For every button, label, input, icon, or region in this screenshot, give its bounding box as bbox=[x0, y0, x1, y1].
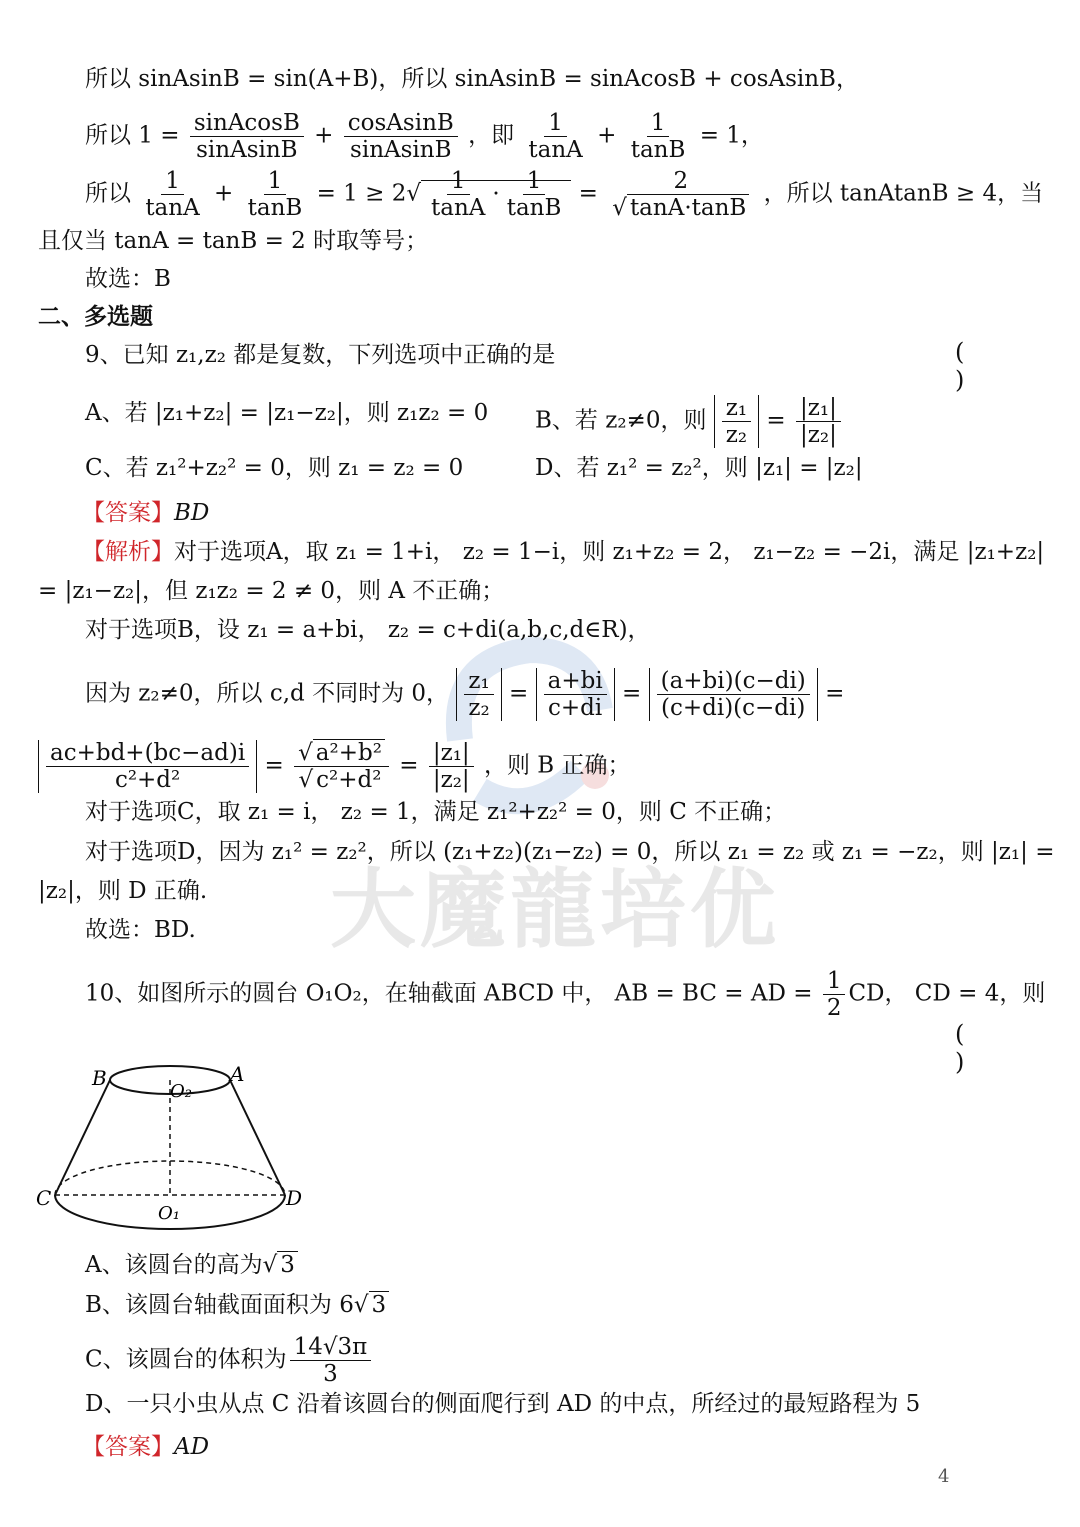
fraction bbox=[141, 168, 203, 221]
denominator: tanA bbox=[528, 137, 583, 163]
sol8-line4: 且仅当 tanA = tanB = 2 时取等号； bbox=[38, 228, 429, 254]
numerator: 1 bbox=[523, 168, 546, 195]
q9-analysis-5-end: ，则 B 正确； bbox=[483, 752, 631, 779]
numerator: 1 bbox=[823, 968, 846, 995]
denominator: sinAsinB bbox=[196, 137, 298, 163]
denominator: z₂ bbox=[468, 695, 490, 721]
fraction bbox=[290, 1334, 372, 1387]
numerator: (a+bi)(c−di) bbox=[657, 668, 810, 695]
label-o1: O₁ bbox=[158, 1203, 180, 1224]
q10-option-a: A、该圆台的高为√ 3 bbox=[85, 1250, 298, 1280]
sol8-line3-pre: 所以 bbox=[85, 180, 131, 207]
abs-value bbox=[456, 668, 501, 721]
q10-option-b-pre: B、该圆台轴截面面积为 6 bbox=[85, 1292, 354, 1318]
numerator: 1 bbox=[544, 110, 567, 137]
edge-ad bbox=[230, 1080, 285, 1195]
denominator: √ tanA·tanB bbox=[608, 195, 753, 221]
fraction bbox=[608, 168, 753, 221]
q9-option-d: D、若 z₁² = z₂²，则 |z₁| = |z₂| bbox=[535, 455, 863, 481]
numerator: ac+bd+(bc−ad)i bbox=[46, 740, 249, 767]
abs-value bbox=[649, 668, 818, 721]
fraction bbox=[190, 110, 304, 163]
denominator: tanA bbox=[145, 195, 200, 221]
numerator: 1 bbox=[447, 168, 470, 195]
q10-option-d: D、一只小虫从点 C 沿着该圆台的侧面爬行到 AD 的中点，所经过的最短路程为 5 bbox=[85, 1391, 921, 1417]
q9-option-c: C、若 z₁²+z₂² = 0，则 z₁ = z₂ = 0 bbox=[85, 455, 464, 481]
q9-analysis-8: |z₂|，则 D 正确. bbox=[38, 878, 208, 904]
sqrt-body: $\frac{1}{\tan A}$ · $\frac{1}{\tan B}$ bbox=[421, 180, 571, 207]
q9-choose: 故选：BD. bbox=[85, 917, 196, 943]
fraction bbox=[429, 740, 474, 793]
denominator: 2 bbox=[826, 995, 842, 1021]
denominator: |z₂| bbox=[432, 767, 470, 793]
sol8-line3-mid: = 1 ≥ 2 bbox=[316, 180, 407, 207]
numerator: 1 bbox=[161, 168, 184, 195]
denominator: |z₂| bbox=[800, 422, 837, 448]
q10-option-c bbox=[85, 1334, 374, 1387]
watermark: 大魔龍培优 bbox=[330, 860, 780, 960]
sol8-line1: 所以 sinAsinB = sin(A+B)，所以 sinAsinB = sinAcosB + cosAsinB， bbox=[85, 66, 859, 92]
sol8-line2-mid: ，即 bbox=[468, 122, 515, 149]
numerator: sinAcosB bbox=[190, 110, 304, 137]
denominator: sinAsinB bbox=[350, 137, 452, 163]
q9-answer-bracket: ( ) bbox=[955, 338, 1005, 394]
q9-analysis-5: $\frac{ac+bd+(bc-ad)i}{\text{c²+d²}}$ = $\frac{\text{√ a²+b²}}{\text{√ c²+d²}}$ = $\frac{\text{|z₁|}}{\text{|z₂|}}$ ，则 B 正确； bbox=[38, 740, 631, 793]
sol8-line2-pre: 所以 1 = bbox=[85, 122, 180, 149]
sqrt-body: 3 bbox=[369, 1291, 390, 1318]
denominator: 3 bbox=[323, 1361, 338, 1387]
sol8-line2: 所以 1 = $\frac{\text{sinAcosB}}{\text{sinAsinB}}$ + $\frac{\text{cosAsinB}}{\text{sinAsinB}}$ ，即 $\frac{1}{\tan A}$ + $\frac{1}{\tan B}$ = 1， bbox=[85, 110, 764, 163]
sqrt-body: tanA·tanB bbox=[627, 194, 749, 221]
answer-value: BD bbox=[174, 500, 210, 526]
fraction bbox=[524, 110, 586, 163]
denominator: tanB bbox=[506, 195, 562, 221]
sol8-line3: 所以 $\frac{1}{\tan A}$ + $\frac{1}{\tan B}$ = 1 ≥ 2√ $\frac{1}{\tan A}$ · $\frac{1}{\tan B}$ = $\frac{2}{√ \tan A\cdot\tan B}$ ，所以 tanAtanB ≥ 4，当 bbox=[85, 168, 1044, 221]
numerator: |z₁| bbox=[796, 395, 841, 422]
numerator: cosAsinB bbox=[344, 110, 458, 137]
page-number: 4 bbox=[938, 1466, 950, 1487]
numerator: 2 bbox=[669, 168, 692, 195]
fraction bbox=[722, 395, 751, 448]
denominator: tanB bbox=[247, 195, 303, 221]
q10-answer-bracket: ( ) bbox=[955, 1020, 1005, 1076]
label-d: D bbox=[286, 1186, 303, 1210]
fraction bbox=[427, 168, 489, 221]
numerator: z₁ bbox=[464, 668, 493, 695]
numerator: 1 bbox=[647, 110, 670, 137]
abs-value bbox=[714, 395, 759, 448]
section-title: 二、多选题 bbox=[38, 303, 153, 330]
sqrt-body: a²+b² bbox=[313, 739, 385, 766]
fraction bbox=[503, 168, 566, 221]
label-o2: O₂ bbox=[170, 1081, 192, 1102]
fraction bbox=[627, 110, 690, 163]
denominator: tanA bbox=[431, 195, 486, 221]
fraction bbox=[46, 740, 249, 793]
q9-answer bbox=[82, 498, 209, 528]
q9-analysis-7: 对于选项D，因为 z₁² = z₂²，所以 (z₁+z₂)(z₁−z₂) = 0，所以 z₁ = z₂ 或 z₁ = −z₂，则 |z₁| = bbox=[85, 839, 1055, 865]
q9-analysis-6: 对于选项C，取 z₁ = i， z₂ = 1，满足 z₁²+z₂² = 0，则 C 不正确； bbox=[85, 799, 787, 825]
q9-analysis-3: 对于选项B，设 z₁ = a+bi， z₂ = c+di(a,b,c,d∈R)， bbox=[85, 617, 651, 643]
fraction bbox=[244, 168, 307, 221]
denominator: z₂ bbox=[725, 422, 748, 448]
denominator: tanB bbox=[630, 137, 686, 163]
fraction bbox=[823, 968, 846, 1021]
answer-label: 【答案】 bbox=[82, 500, 174, 526]
sol8-choose: 故选：B bbox=[85, 266, 171, 292]
q9-analysis-1 bbox=[82, 537, 1044, 567]
q10-stem-end: CD， CD = 4，则 bbox=[848, 980, 1046, 1007]
label-b: B bbox=[92, 1066, 107, 1090]
analysis-text: 对于选项A，取 z₁ = 1+i， z₂ = 1−i，则 z₁+z₂ = 2， z₁−z₂ = −2i，满足 |z₁+z₂| bbox=[174, 539, 1045, 565]
fraction bbox=[344, 110, 458, 163]
q9-analysis-4-pre: 因为 z₂≠0，所以 c,d 不同时为 0， bbox=[85, 680, 450, 707]
abs-value bbox=[536, 668, 615, 721]
label-c: C bbox=[36, 1186, 52, 1210]
sol8-line2-end: = 1， bbox=[699, 122, 764, 149]
q10-stem bbox=[85, 968, 1045, 1021]
frustum-figure bbox=[30, 1055, 320, 1235]
numerator: |z₁| bbox=[429, 740, 474, 767]
q9-analysis-2: = |z₁−z₂|，但 z₁z₂ = 2 ≠ 0，则 A 不正确； bbox=[38, 578, 505, 604]
fraction bbox=[544, 668, 607, 721]
numerator: 1 bbox=[264, 168, 287, 195]
sol8-line3-end: ，所以 tanAtanB ≥ 4，当 bbox=[763, 180, 1044, 207]
q10-option-b: B、该圆台轴截面面积为 6√ 3 bbox=[85, 1290, 389, 1320]
fraction bbox=[796, 395, 841, 448]
sqrt-body: c²+d² bbox=[313, 766, 384, 793]
q9-stem: 9、已知 z₁,z₂ 都是复数，下列选项中正确的是 bbox=[85, 342, 556, 368]
fraction bbox=[294, 740, 389, 793]
numerator: √ a²+b² bbox=[294, 740, 389, 767]
q10-option-c-pre: C、该圆台的体积为 bbox=[85, 1346, 287, 1373]
denominator: c²+d² bbox=[114, 767, 181, 793]
answer-value: AD bbox=[174, 1434, 210, 1460]
q9-option-b: B、若 z₂≠0，则 $\frac{\text{z₁}}{\text{z₂}}$ = $\frac{\text{|z₁|}}{\text{|z₂|}}$ bbox=[535, 395, 844, 448]
q9-analysis-4: 因为 z₂≠0，所以 c,d 不同时为 0， $\frac{\text{z₁}}{\text{z₂}}$ = $\frac{a+bi}{c+di}$ = $\frac{(a+bi)(c-di)}{(c+di)(c-di)}$ = bbox=[85, 668, 845, 721]
answer-label: 【答案】 bbox=[82, 1434, 174, 1460]
q9-option-b-pre: B、若 z₂≠0，则 bbox=[535, 407, 707, 434]
denominator: c+di bbox=[548, 695, 603, 721]
sqrt-body: 3 bbox=[277, 1251, 298, 1278]
fraction bbox=[464, 668, 493, 721]
numerator: a+bi bbox=[544, 668, 607, 695]
abs-value bbox=[38, 740, 257, 793]
numerator: z₁ bbox=[722, 395, 751, 422]
q10-stem-pre: 10、如图所示的圆台 O₁O₂，在轴截面 ABCD 中， AB = BC = AD = bbox=[85, 980, 813, 1007]
sqrt-symbol: √ bbox=[406, 180, 421, 207]
q10-answer bbox=[82, 1432, 209, 1462]
denominator: √ c²+d² bbox=[295, 767, 389, 793]
denominator: (c+di)(c−di) bbox=[661, 695, 806, 721]
fraction bbox=[657, 668, 810, 721]
numerator: 14√3π bbox=[290, 1334, 372, 1361]
q9-option-a: A、若 |z₁+z₂| = |z₁−z₂|，则 z₁z₂ = 0 bbox=[85, 400, 489, 426]
q10-option-a-pre: A、该圆台的高为 bbox=[85, 1252, 263, 1278]
edge-bc bbox=[55, 1080, 110, 1195]
analysis-label: 【解析】 bbox=[82, 539, 174, 565]
label-a: A bbox=[230, 1062, 245, 1086]
